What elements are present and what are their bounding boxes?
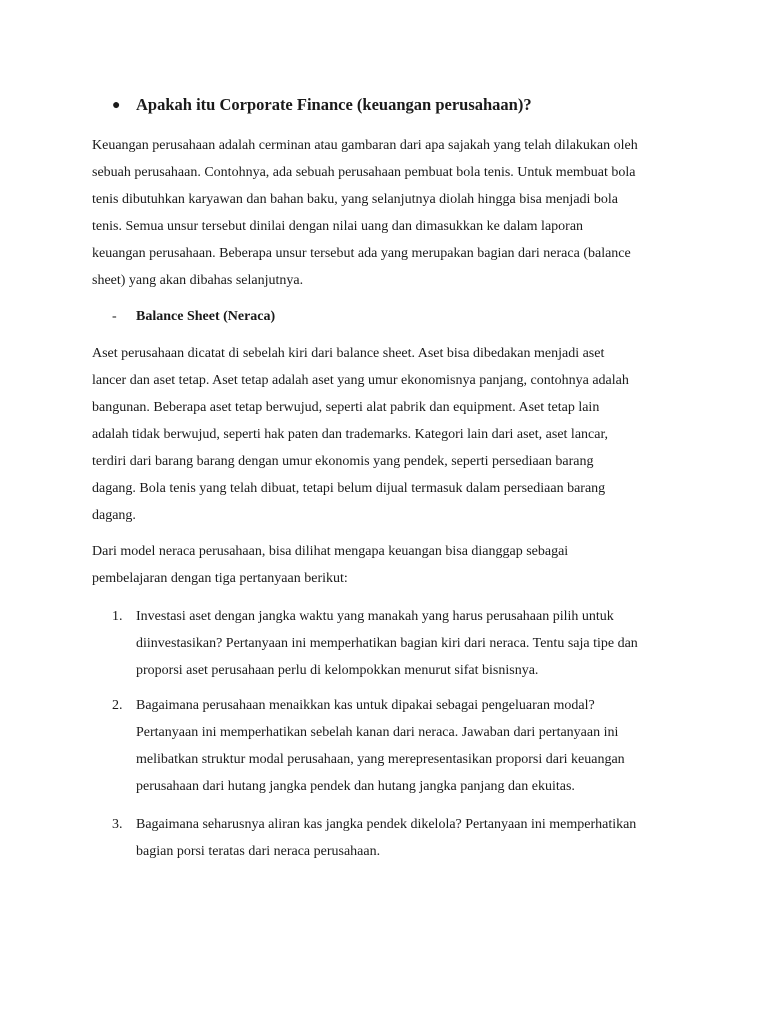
paragraph-line: Aset perusahaan dicatat di sebelah kiri dari balance sheet. Aset bisa dibedakan menjadi aset xyxy=(92,346,605,361)
paragraph-line: Keuangan perusahaan adalah cerminan atau gambaran dari apa sajakah yang telah dilakukan oleh xyxy=(92,138,638,153)
list-item-text xyxy=(136,811,636,865)
list-item-text xyxy=(136,603,638,684)
list-line: Bagaimana seharusnya aliran kas jangka pendek dikelola? Pertanyaan ini memperhatikan xyxy=(136,817,637,832)
model-paragraph xyxy=(92,538,682,592)
list-line: perusahaan dari hutang jangka pendek dan hutang jangka panjang dan ekuitas. xyxy=(136,779,575,794)
bullet-icon: ● xyxy=(112,98,121,113)
list-line: Bagaimana perusahaan menaikkan kas untuk dipakai sebagai pengeluaran modal? xyxy=(136,698,595,713)
list-line: proporsi aset perusahaan perlu di kelompokkan menurut sifat bisnisnya. xyxy=(136,663,539,678)
assets-paragraph xyxy=(92,340,682,529)
paragraph-line: lancer dan aset tetap. Aset tetap adalah aset yang umur ekonomisnya panjang, contohnya adalah xyxy=(92,373,629,388)
paragraph-line: adalah tidak berwujud, seperti hak paten dan trademarks. Kategori lain dari aset, aset lancar, xyxy=(92,427,609,442)
subsection-heading xyxy=(112,307,612,329)
intro-paragraph xyxy=(92,132,682,294)
paragraph-line: pembelajaran dengan tiga pertanyaan berikut: xyxy=(92,571,348,586)
paragraph-line: bangunan. Beberapa aset tetap berwujud, seperti alat pabrik dan equipment. Aset tetap lain xyxy=(92,400,600,415)
paragraph-line: sheet) yang akan dibahas selanjutnya. xyxy=(92,273,304,288)
paragraph-line: sebuah perusahaan. Contohnya, ada sebuah perusahaan pembuat bola tenis. Untuk membuat bola xyxy=(92,165,636,180)
paragraph-line: tenis. Semua unsur tersebut dinilai dengan nilai uang dan dimasukkan ke dalam laporan xyxy=(92,219,584,234)
subsection-title: Balance Sheet (Neraca) xyxy=(136,309,276,324)
paragraph-line: keuangan perusahaan. Beberapa unsur tersebut ada yang merupakan bagian dari neraca (balance xyxy=(92,246,631,261)
paragraph-line: tenis dibutuhkan karyawan dan bahan baku, yang selanjutnya diolah hingga bisa menjadi bola xyxy=(92,192,619,207)
list-line: diinvestasikan? Pertanyaan ini memperhatikan bagian kiri dari neraca. Tentu saja tipe dan xyxy=(136,636,638,651)
section-heading xyxy=(112,94,712,118)
paragraph-line: terdiri dari barang barang dengan umur ekonomis yang pendek, seperti persediaan barang xyxy=(92,454,594,469)
paragraph-line: dagang. Bola tenis yang telah dibuat, tetapi belum dijual termasuk dalam persediaan barang xyxy=(92,481,606,496)
list-item-text xyxy=(136,692,625,800)
list-number: 3. xyxy=(112,817,123,832)
paragraph-line: Dari model neraca perusahaan, bisa dilihat mengapa keuangan bisa dianggap sebagai xyxy=(92,544,569,559)
dash-bullet: - xyxy=(112,309,117,324)
list-number: 2. xyxy=(112,698,123,713)
list-line: melibatkan struktur modal perusahaan, yang merepresentasikan proporsi dari keuangan xyxy=(136,752,625,767)
heading-title: Apakah itu Corporate Finance (keuangan perusahaan)? xyxy=(136,95,532,114)
list-number: 1. xyxy=(112,609,123,624)
list-line: Pertanyaan ini memperhatikan sebelah kanan dari neraca. Jawaban dari pertanyaan ini xyxy=(136,725,619,740)
paragraph-line: dagang. xyxy=(92,508,136,523)
list-line: bagian porsi teratas dari neraca perusahaan. xyxy=(136,844,381,859)
list-line: Investasi aset dengan jangka waktu yang manakah yang harus perusahaan pilih untuk xyxy=(136,609,614,624)
